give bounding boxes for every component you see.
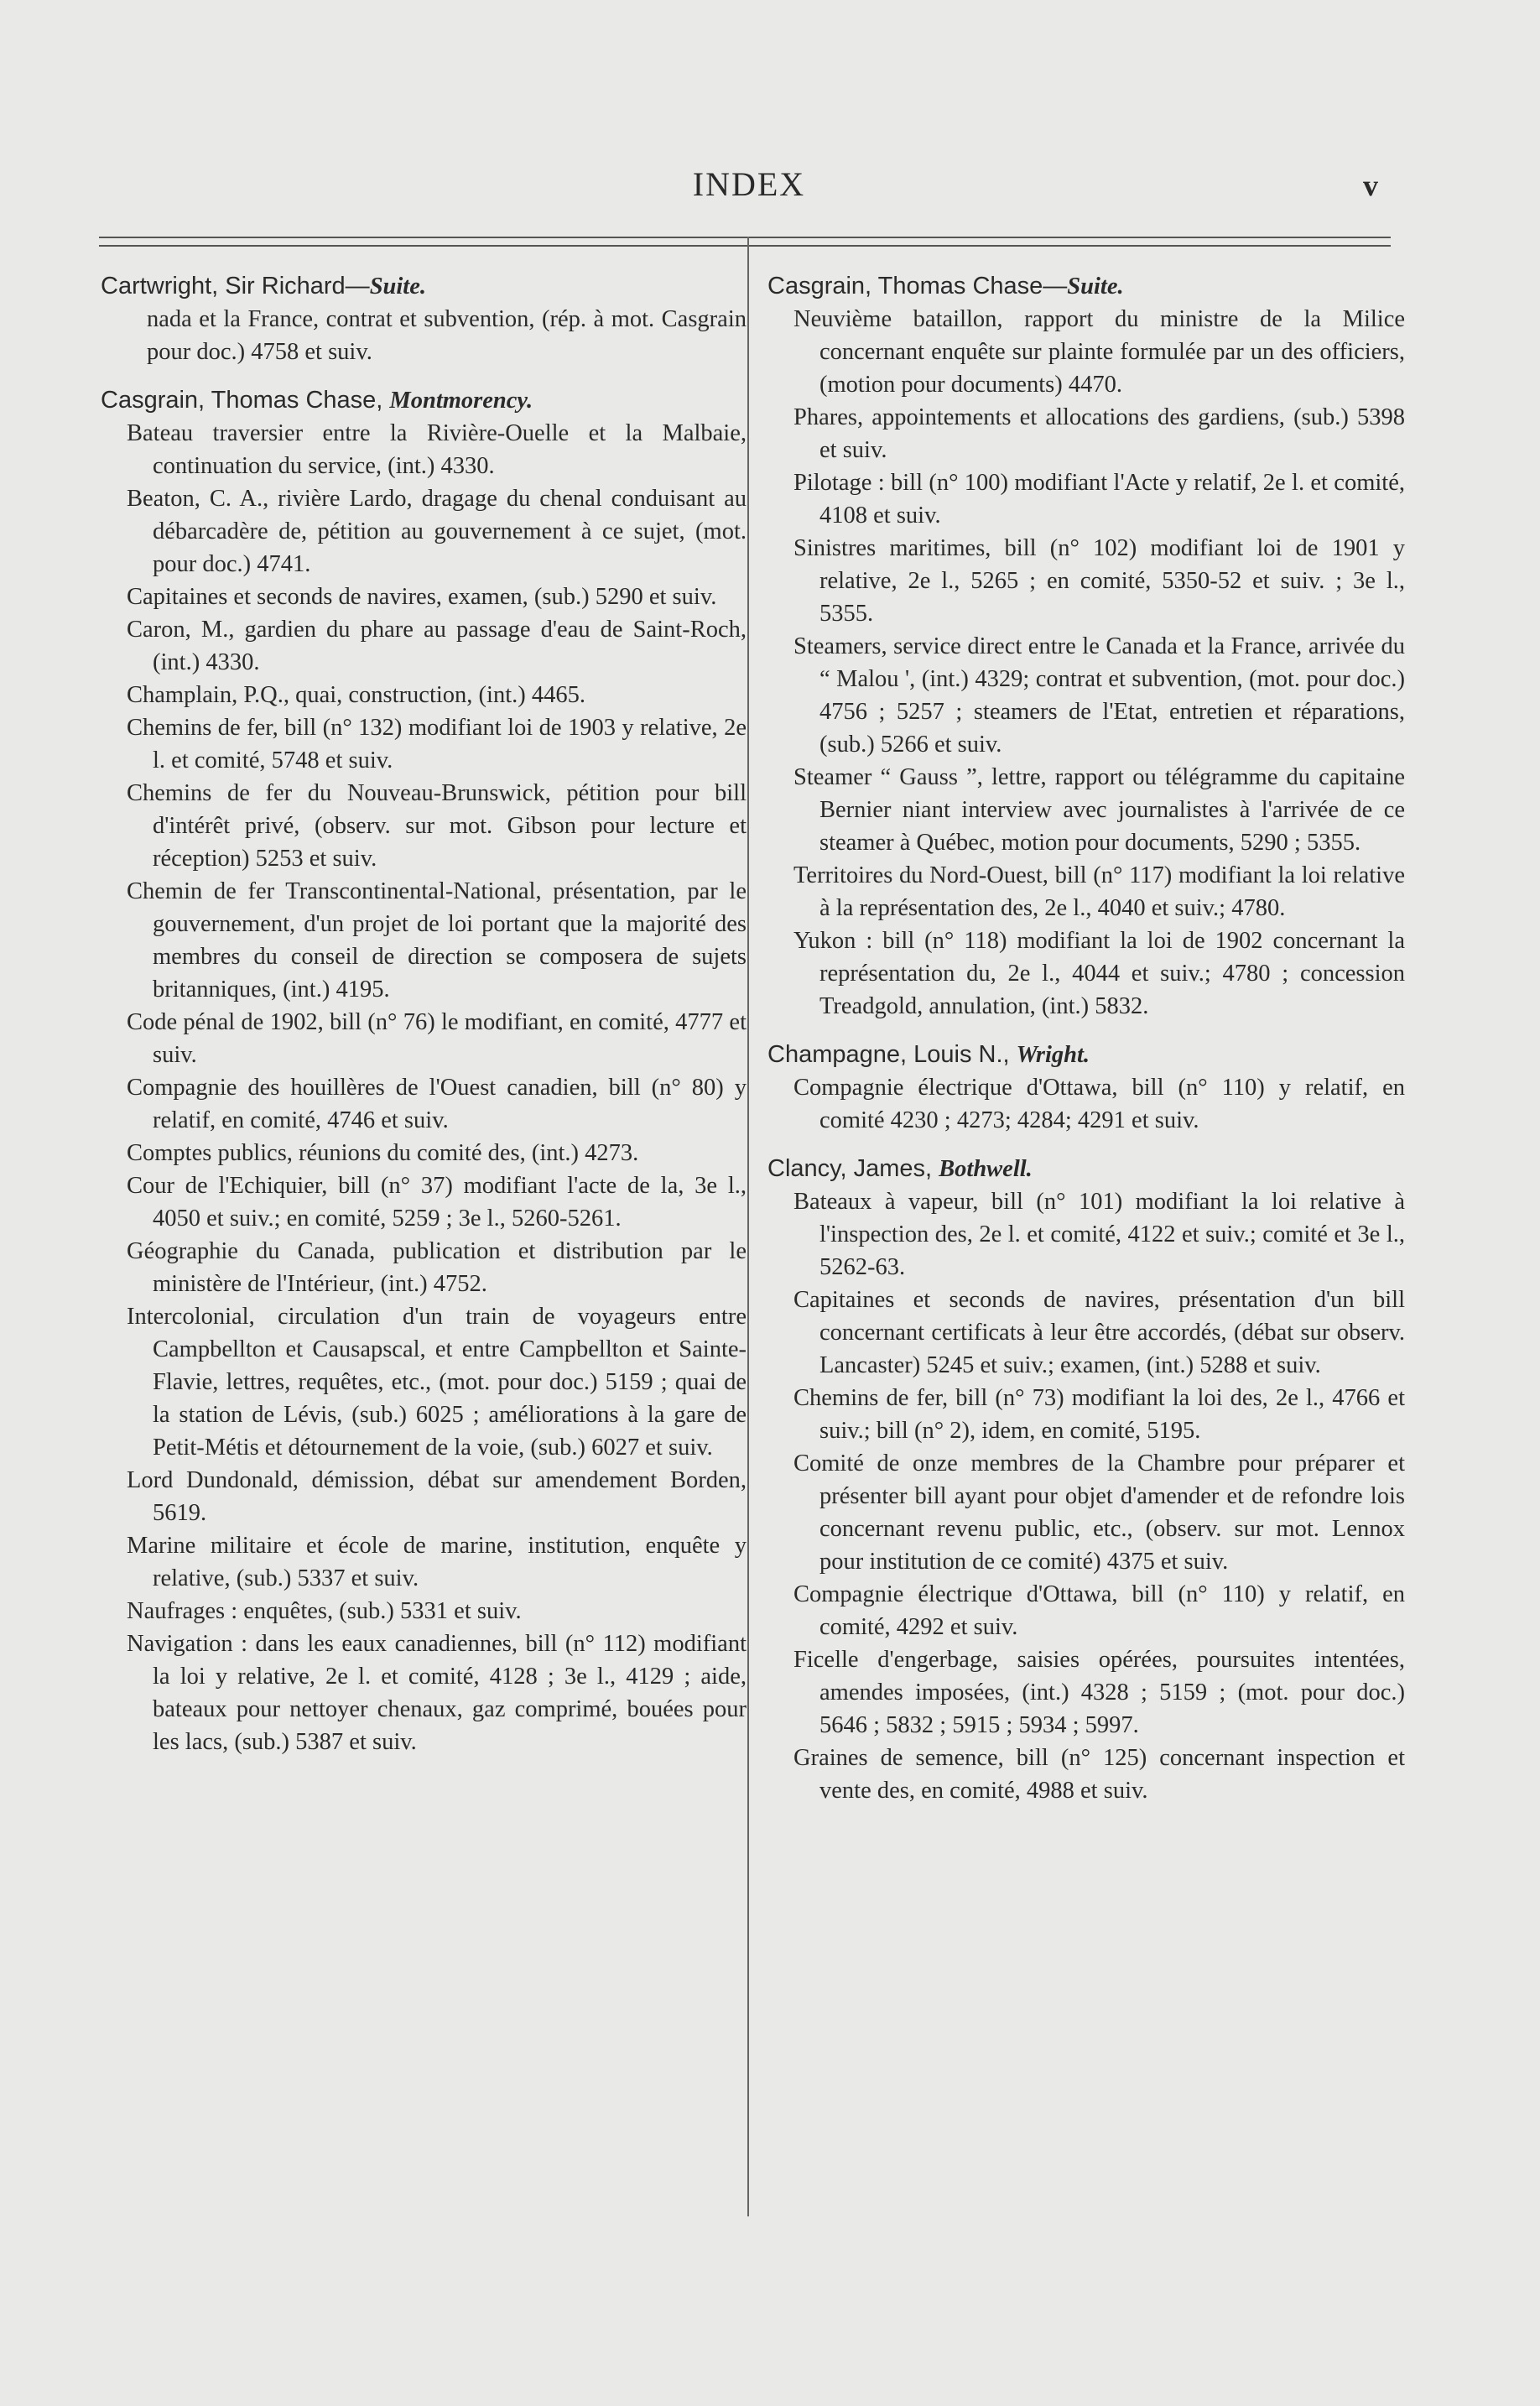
index-entry bbox=[101, 384, 747, 1758]
entry-constituency: Suite. bbox=[1067, 273, 1124, 299]
subentry: Comptes publics, réunions du comité des, (int.) 4273. bbox=[127, 1140, 639, 1166]
subentry: Bateaux à vapeur, bill (n° 101) modifiant la loi relative à l'inspection des, 2e l. et comité, 4122 et suiv.; comité et 3e l., 5262-63. bbox=[793, 1189, 1405, 1280]
subentry: Code pénal de 1902, bill (n° 76) le modifiant, en comité, 4777 et suiv. bbox=[127, 1009, 747, 1068]
subentry: Compagnie électrique d'Ottawa, bill (n° 110) y relatif, en comité, 4292 et suiv. bbox=[793, 1581, 1405, 1640]
subentry: Pilotage : bill (n° 100) modifiant l'Acte y relatif, 2e l. et comité, 4108 et suiv. bbox=[793, 470, 1405, 529]
page-title: INDEX bbox=[692, 165, 806, 203]
entry-constituency: Suite. bbox=[369, 273, 426, 299]
subentry: Capitaines et seconds de navires, présentation d'un bill concernant certificats à leur être accordés, (débat sur observ. Lancaster) 5245 et suiv.; examen, (int.) 5288 et suiv. bbox=[793, 1287, 1405, 1378]
subentry: Chemins de fer, bill (n° 132) modifiant loi de 1903 y relative, 2e l. et comité, 5748 et suiv. bbox=[127, 715, 747, 773]
entry-heading bbox=[767, 1039, 1405, 1071]
subentry: Yukon : bill (n° 118) modifiant la loi de 1902 concernant la représentation du, 2e l., 4044 et suiv.; 4780 ; concession Treadgold, annulation, (int.) 5832. bbox=[793, 928, 1405, 1019]
entry-name: Cartwright, Sir Richard— bbox=[101, 273, 370, 299]
entry-name: Casgrain, Thomas Chase— bbox=[767, 273, 1068, 299]
subentry: Naufrages : enquêtes, (sub.) 5331 et suiv. bbox=[127, 1598, 522, 1624]
subentry: Steamer “ Gauss ”, lettre, rapport ou télégramme du capitaine Bernier niant interview avec journalistes à l'arrivée de ce steamer à Québec, motion pour documents, 5290 ; 5355. bbox=[793, 764, 1405, 856]
subentry: Compagnie électrique d'Ottawa, bill (n° 110) y relatif, en comité 4230 ; 4273; 4284; 4291 et suiv. bbox=[793, 1075, 1405, 1133]
index-entry bbox=[101, 270, 747, 368]
entry-constituency: Wright. bbox=[1016, 1042, 1090, 1068]
header-rule-top bbox=[99, 237, 1391, 238]
subentry: Champlain, P.Q., quai, construction, (int.) 4465. bbox=[127, 682, 585, 708]
subentry: Cour de l'Echiquier, bill (n° 37) modifiant l'acte de la, 3e l., 4050 et suiv.; en comité, 5259 ; 3e l., 5260-5261. bbox=[127, 1173, 747, 1232]
entry-constituency: Bothwell. bbox=[939, 1156, 1033, 1182]
subentry: Beaton, C. A., rivière Lardo, dragage du chenal conduisant au débarcadère de, pétition au gouvernement à ce sujet, (mot. pour doc.) 4741. bbox=[127, 486, 747, 577]
subentry: Bateau traversier entre la Rivière-Ouelle et la Malbaie, continuation du service, (int.) 4330. bbox=[127, 420, 747, 479]
subentry: Chemins de fer du Nouveau-Brunswick, pétition pour bill d'intérêt privé, (observ. sur mot. Gibson pour lecture et réception) 5253 et suiv. bbox=[127, 780, 747, 872]
subentry: Intercolonial, circulation d'un train de voyageurs entre Campbellton et Causapscal, et entre Campbellton et Sainte-Flavie, lettres, requêtes, etc., (mot. pour doc.) 5159 ; quai de la station de Lévis, (sub.) 6025 ; améliorations à la gare de Petit-Métis et détournement de la voie, (sub.) 6027 et suiv. bbox=[127, 1304, 747, 1461]
subentry: Géographie du Canada, publication et distribution par le ministère de l'Intérieur, (int.) 4752. bbox=[127, 1238, 747, 1297]
column-divider bbox=[747, 237, 749, 2216]
subentry: Caron, M., gardien du phare au passage d'eau de Saint-Roch, (int.) 4330. bbox=[127, 617, 747, 675]
subentry: Capitaines et seconds de navires, examen, (sub.) 5290 et suiv. bbox=[127, 584, 717, 610]
left-column bbox=[101, 270, 747, 1774]
entry-name: Champagne, Louis N., bbox=[767, 1041, 1017, 1068]
entry-heading bbox=[101, 384, 747, 417]
right-column bbox=[767, 270, 1405, 1823]
entry-heading bbox=[767, 270, 1405, 303]
index-entry bbox=[767, 270, 1405, 1023]
subentry: Sinistres maritimes, bill (n° 102) modifiant loi de 1901 y relative, 2e l., 5265 ; en comité, 5350-52 et suiv. ; 3e l., 5355. bbox=[793, 535, 1405, 627]
header-rule-bottom bbox=[99, 245, 1391, 247]
index-entry bbox=[767, 1153, 1405, 1807]
entry-constituency: Montmorency. bbox=[389, 388, 533, 414]
subentry: Compagnie des houillères de l'Ouest canadien, bill (n° 80) y relatif, en comité, 4746 et suiv. bbox=[127, 1075, 747, 1133]
entry-heading bbox=[767, 1153, 1405, 1185]
subentry: Chemins de fer, bill (n° 73) modifiant la loi des, 2e l., 4766 et suiv.; bill (n° 2), idem, en comité, 5195. bbox=[793, 1385, 1405, 1444]
entry-continuation: nada et la France, contrat et subvention, (rép. à mot. Casgrain pour doc.) 4758 et suiv. bbox=[147, 306, 747, 365]
subentry: Phares, appointements et allocations des gardiens, (sub.) 5398 et suiv. bbox=[793, 404, 1405, 463]
subentry: Comité de onze membres de la Chambre pour préparer et présenter bill ayant pour objet d'amender et de refondre lois concernant revenu public, etc., (observ. sur mot. Lennox pour institution de ce comité) 4375 et suiv. bbox=[793, 1450, 1405, 1575]
subentry: Neuvième bataillon, rapport du ministre de la Milice concernant enquête sur plainte formulée par un des officiers, (motion pour documents) 4470. bbox=[793, 306, 1405, 398]
subentry: Marine militaire et école de marine, institution, enquête y relative, (sub.) 5337 et suiv. bbox=[127, 1533, 747, 1591]
page-number: v bbox=[1363, 169, 1378, 202]
entry-name: Clancy, James, bbox=[767, 1155, 939, 1182]
subentry: Territoires du Nord-Ouest, bill (n° 117) modifiant la loi relative à la représentation des, 2e l., 4040 et suiv.; 4780. bbox=[793, 862, 1405, 921]
subentry: Ficelle d'engerbage, saisies opérées, poursuites intentées, amendes imposées, (int.) 4328 ; 5159 ; (mot. pour doc.) 5646 ; 5832 ; 5915 ; 5934 ; 5997. bbox=[793, 1647, 1405, 1738]
subentry: Graines de semence, bill (n° 125) concernant inspection et vente des, en comité, 4988 et suiv. bbox=[793, 1745, 1405, 1804]
subentry: Lord Dundonald, démission, débat sur amendement Borden, 5619. bbox=[127, 1467, 747, 1526]
subentry: Chemin de fer Transcontinental-National, présentation, par le gouvernement, d'un projet de loi portant que la majorité des membres du conseil de direction se composera de sujets britanniques, (int.) 4195. bbox=[127, 878, 747, 1003]
subentry: Navigation : dans les eaux canadiennes, bill (n° 112) modifiant la loi y relative, 2e l. et comité, 4128 ; 3e l., 4129 ; aide, bateaux pour nettoyer chenaux, gaz comprimé, bouées pour les lacs, (sub.) 5387 et suiv. bbox=[127, 1631, 747, 1755]
index-entry bbox=[767, 1039, 1405, 1137]
entry-heading bbox=[101, 270, 747, 303]
subentry: Steamers, service direct entre le Canada et la France, arrivée du “ Malou ', (int.) 4329; contrat et subvention, (mot. pour doc.) 4756 ; 5257 ; steamers de l'Etat, entretien et réparations, (sub.) 5266 et suiv. bbox=[793, 633, 1405, 758]
entry-name: Casgrain, Thomas Chase, bbox=[101, 387, 390, 414]
